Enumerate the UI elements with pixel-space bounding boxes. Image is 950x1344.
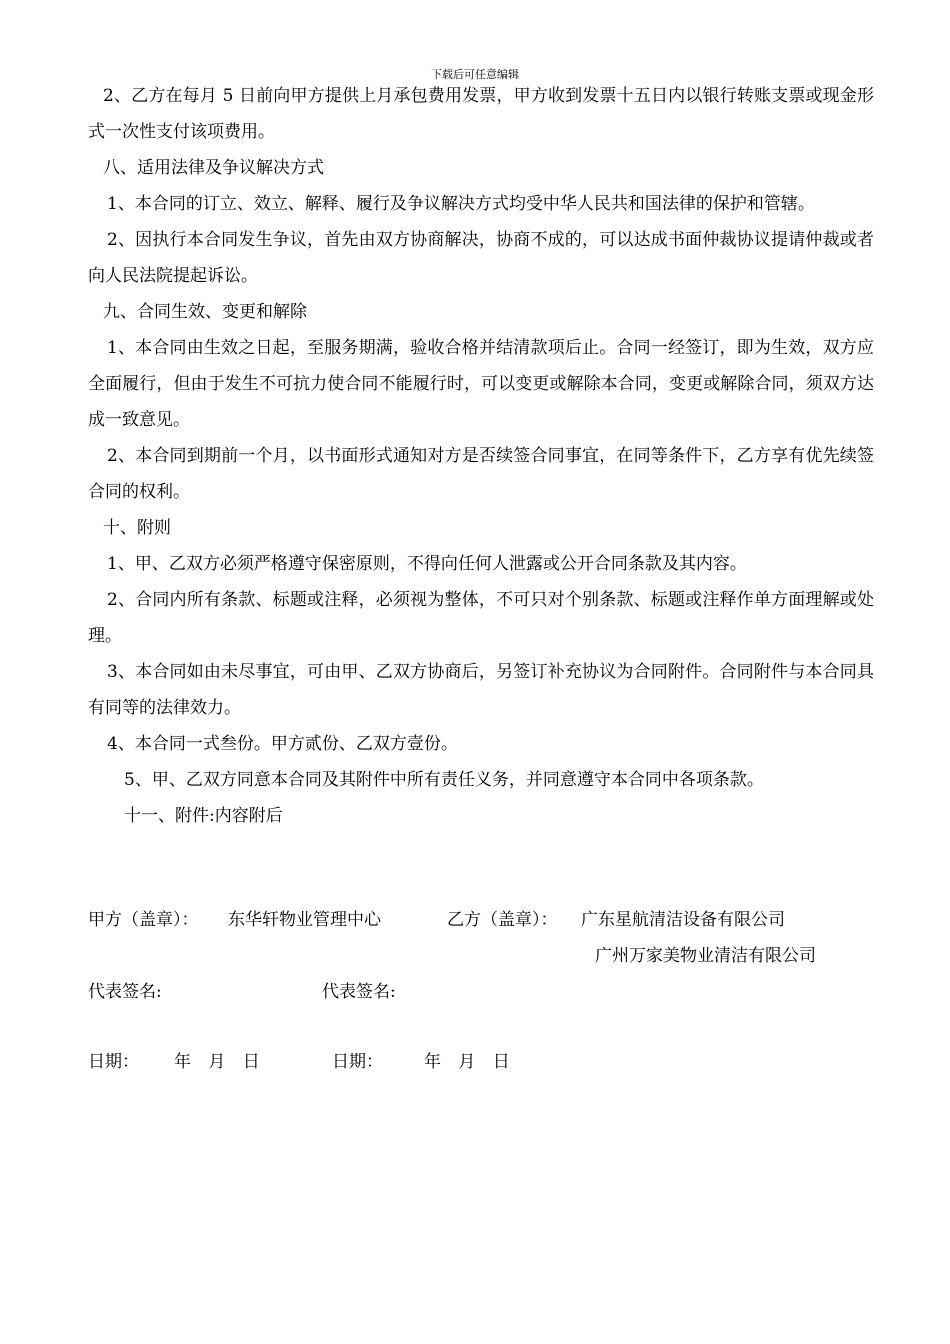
clause-7-2: 2、乙方在每月 5 日前向甲方提供上月承包费用发票，甲方收到发票十五日内以银行转账支票或现金形式一次性支付该项费用。 (88, 86, 874, 142)
clause-10-2: 2、合同内所有条款、标题或注释，必须视为整体，不可只对个别条款、标题或注释作单方面理解或处理。 (88, 590, 874, 646)
clause-9-1: 1、本合同由生效之日起，至服务期满，验收合格并结清款项后止。合同一经签订，即为生效，双方应全面履行，但由于发生不可抗力使合同不能履行时，可以变更或解除本合同，变更或解除合同，须双方达成一致意见。 (88, 338, 874, 430)
clause-10-1: 1、甲、乙双方必须严格遵守保密原则，不得向任何人泄露或公开合同条款及其内容。 (107, 554, 747, 574)
date-ymd-a: 年 月 日 (174, 1052, 260, 1072)
section-10-title: 十、附则 (103, 518, 171, 538)
party-a-name: 东华轩物业管理中心 (228, 910, 381, 930)
clause-9-2: 2、本合同到期前一个月，以书面形式通知对方是否续签合同事宜，在同等条件下，乙方享有优先续签合同的权利。 (88, 446, 874, 502)
rep-signature-b: 代表签名: (322, 982, 396, 1002)
date-label-a: 日期： (88, 1052, 139, 1072)
clause-8-1: 1、本合同的订立、效立、解释、履行及争议解决方式均受中华人民共和国法律的保护和管辖。 (107, 194, 815, 214)
clause-10-4: 4、本合同一式叁份。甲方贰份、乙双方壹份。 (107, 734, 458, 754)
date-label-b: 日期： (332, 1052, 383, 1072)
party-a-label: 甲方（盖章）： (88, 910, 199, 930)
party-b-name-2: 广州万家美物业清洁有限公司 (595, 946, 816, 966)
section-11: 十一、附件:内容附后 (124, 806, 283, 826)
party-b-label: 乙方（盖章）： (447, 910, 558, 930)
header-note: 下载后可任意编辑 (431, 68, 519, 81)
rep-signature-a: 代表签名: (88, 982, 162, 1002)
clause-10-5: 5、甲、乙双方同意本合同及其附件中所有责任义务，并同意遵守本合同中各项条款。 (124, 770, 764, 790)
date-ymd-b: 年 月 日 (424, 1052, 510, 1072)
clause-10-3: 3、本合同如由未尽事宜，可由甲、乙双方协商后，另签订补充协议为合同附件。合同附件与本合同具有同等的法律效力。 (88, 662, 874, 718)
section-9-title: 九、合同生效、变更和解除 (103, 302, 307, 322)
section-8-title: 八、适用法律及争议解决方式 (103, 158, 324, 178)
party-b-name-1: 广东星航清洁设备有限公司 (581, 910, 785, 930)
contract-body (88, 78, 874, 834)
clause-8-2: 2、因执行本合同发生争议，首先由双方协商解决，协商不成的，可以达成书面仲裁协议提请仲裁或者向人民法院提起诉讼。 (88, 230, 874, 286)
